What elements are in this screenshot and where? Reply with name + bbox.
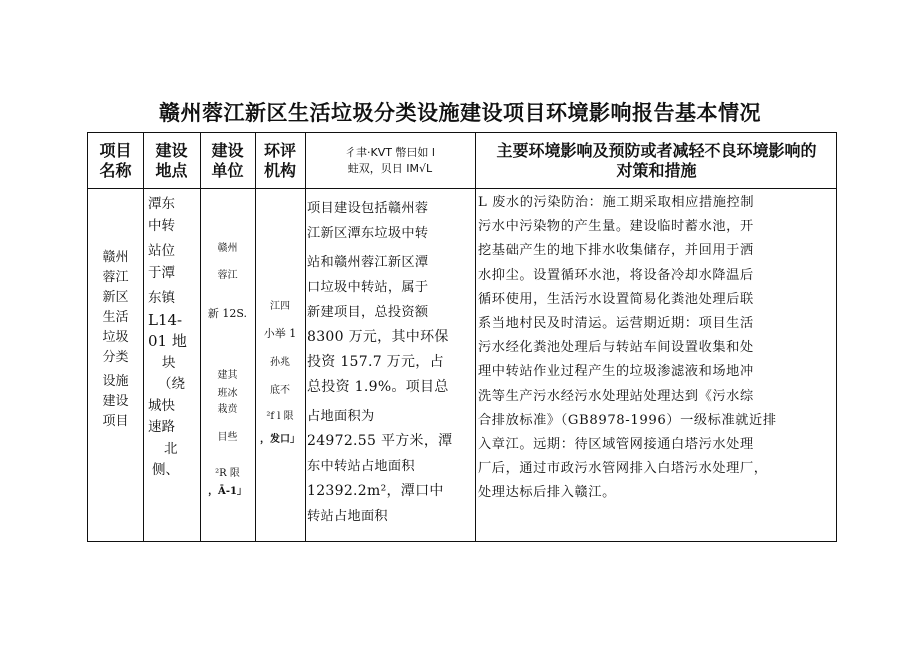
cell-line: 新区 — [102, 290, 129, 305]
header-text: 蛀双，贝日 IM√L — [347, 161, 433, 175]
header-text: 主要环境影响及预防或者减轻不良环境影响的 — [496, 140, 817, 160]
cell-line: 城快 — [148, 397, 175, 414]
header-overview — [305, 133, 475, 188]
cell-line: 总投资 1.9%。项目总 — [307, 379, 449, 395]
cell-line: 新建项目，总投资额 — [307, 305, 429, 320]
cell-line: 理中转站作业过程产生的垃圾渗滤液和场地冲 — [478, 364, 754, 380]
column-divider — [143, 133, 144, 541]
cell-line: 块 — [162, 354, 176, 371]
cell-line: （绕 — [158, 376, 185, 392]
header-text: 地点 — [155, 160, 188, 180]
column-divider — [475, 133, 476, 541]
cell-line: 垃圾 — [102, 330, 129, 345]
cell-line: 小举 1 — [263, 327, 297, 340]
cell-line: 江新区潭东垃圾中转 — [307, 226, 429, 241]
cell-line: 班冰 — [217, 388, 238, 399]
cell-line: 江四 — [270, 301, 290, 312]
cell-line: 处理达标后排入赣江。 — [478, 485, 616, 501]
cell-line: 转站占地面积 — [307, 509, 388, 524]
cell-line: L 废水的污染防治：施工期采取相应措施控制 — [478, 195, 755, 210]
cell-line: 赣州 — [102, 250, 129, 265]
cell-line: 潭东 — [148, 196, 175, 212]
unit-cell — [200, 188, 255, 543]
overview-cell — [307, 196, 473, 529]
cell-line: 站和赣州蓉江新区潭 — [307, 255, 429, 270]
cell-line: 24972.55 平方米，潭 — [307, 433, 453, 449]
header-text: 名称 — [99, 160, 132, 180]
cell-line: 生活 — [102, 310, 129, 325]
cell-line: 站位 — [148, 243, 175, 259]
eia-org-cell — [255, 188, 305, 543]
cell-line: 蓉江 — [217, 270, 238, 281]
cell-line: 01 地 — [148, 332, 187, 350]
cell-line: 厂后，通过市政污水管网排入白塔污水处理厂， — [478, 461, 768, 477]
cell-line: 12392.2m²，潭口中 — [307, 483, 444, 499]
cell-line: 入章江。远期：待区域管网接通白塔污水处理 — [478, 437, 754, 453]
project-name-cell — [88, 248, 143, 432]
cell-line: 目些 — [217, 432, 238, 443]
cell-line: 设施 — [102, 374, 129, 389]
cell-line: ，Ā-1」 — [208, 486, 247, 497]
cell-line: ，发口」 — [260, 434, 300, 445]
column-divider — [305, 133, 306, 541]
cell-line: 系当地村民及时清运。运营期近期：项目生活 — [478, 316, 754, 332]
cell-line: 东中转站占地面积 — [307, 459, 415, 474]
cell-line: 栽贲 — [217, 404, 238, 415]
header-text: 单位 — [211, 160, 244, 180]
header-text: 项目 — [99, 140, 132, 160]
location-cell — [148, 194, 200, 482]
cell-line: 项目建设包括赣州蓉 — [307, 201, 429, 216]
cell-line: 投资 157.7 万元，占 — [307, 354, 444, 370]
cell-line: 于潭 — [148, 264, 175, 281]
cell-line: L14- — [148, 310, 183, 329]
cell-line: 北 — [164, 440, 178, 457]
cell-line: 口垃圾中转站，属于 — [307, 280, 429, 295]
cell-line: 循环使用，生活污水设置简易化粪池处理后联 — [478, 291, 754, 307]
cell-line: 底不 — [270, 385, 290, 396]
header-text: 建设 — [155, 140, 188, 160]
page-title: 赣州蓉江新区生活垃圾分类设施建设项目环境影响报告基本情况 — [159, 101, 761, 125]
header-text: 对策和措施 — [616, 160, 697, 180]
header-location — [143, 133, 200, 188]
cell-line: 占地面积为 — [307, 409, 375, 424]
header-unit — [200, 133, 255, 188]
cell-line: 洗等生产污水经污水处理站处理达到《污水综 — [478, 388, 754, 404]
cell-line: 新 12S. — [207, 307, 248, 320]
cell-line: ²R 限 — [215, 468, 240, 479]
info-table — [87, 132, 837, 542]
cell-line: 赣州 — [217, 243, 238, 254]
cell-line: 中转 — [148, 217, 175, 234]
cell-line: 合排放标准》（GB8978-1996）一级标准就近排 — [478, 412, 777, 428]
header-project-name — [88, 133, 143, 188]
header-text: 环评 — [263, 140, 296, 160]
header-text: 建设 — [211, 140, 244, 160]
cell-line: 蓉江 — [102, 270, 129, 285]
header-text: 彳聿·KVT 幣曰如 l — [344, 145, 435, 159]
cell-line: 侧、 — [152, 462, 179, 478]
cell-line: 建其 — [217, 370, 238, 381]
header-measures — [475, 133, 838, 188]
cell-line: 建设 — [102, 394, 129, 409]
cell-line: 水抑尘。设置循环水池，将设备冷却水降温后 — [478, 267, 754, 283]
header-text: 机构 — [263, 160, 296, 180]
cell-line: 污水经化粪池处理后与转站车间设置收集和处 — [478, 340, 754, 356]
cell-line: 挖基础产生的地下排水收集储存，并回用于洒 — [478, 243, 754, 259]
cell-line: 东镇 — [148, 290, 175, 306]
cell-line: 项目 — [102, 414, 129, 429]
cell-line: 速路 — [148, 419, 175, 435]
cell-line: ²f l 限 — [266, 411, 294, 422]
cell-line: 污水中污染物的产生量。建设临时蓄水池，开 — [478, 219, 754, 235]
measures-cell — [478, 191, 835, 506]
cell-line: 8300 万元，其中环保 — [307, 329, 449, 345]
header-eia-org — [255, 133, 305, 188]
cell-line: 孙兆 — [270, 357, 290, 368]
cell-line: 分类 — [102, 350, 129, 365]
